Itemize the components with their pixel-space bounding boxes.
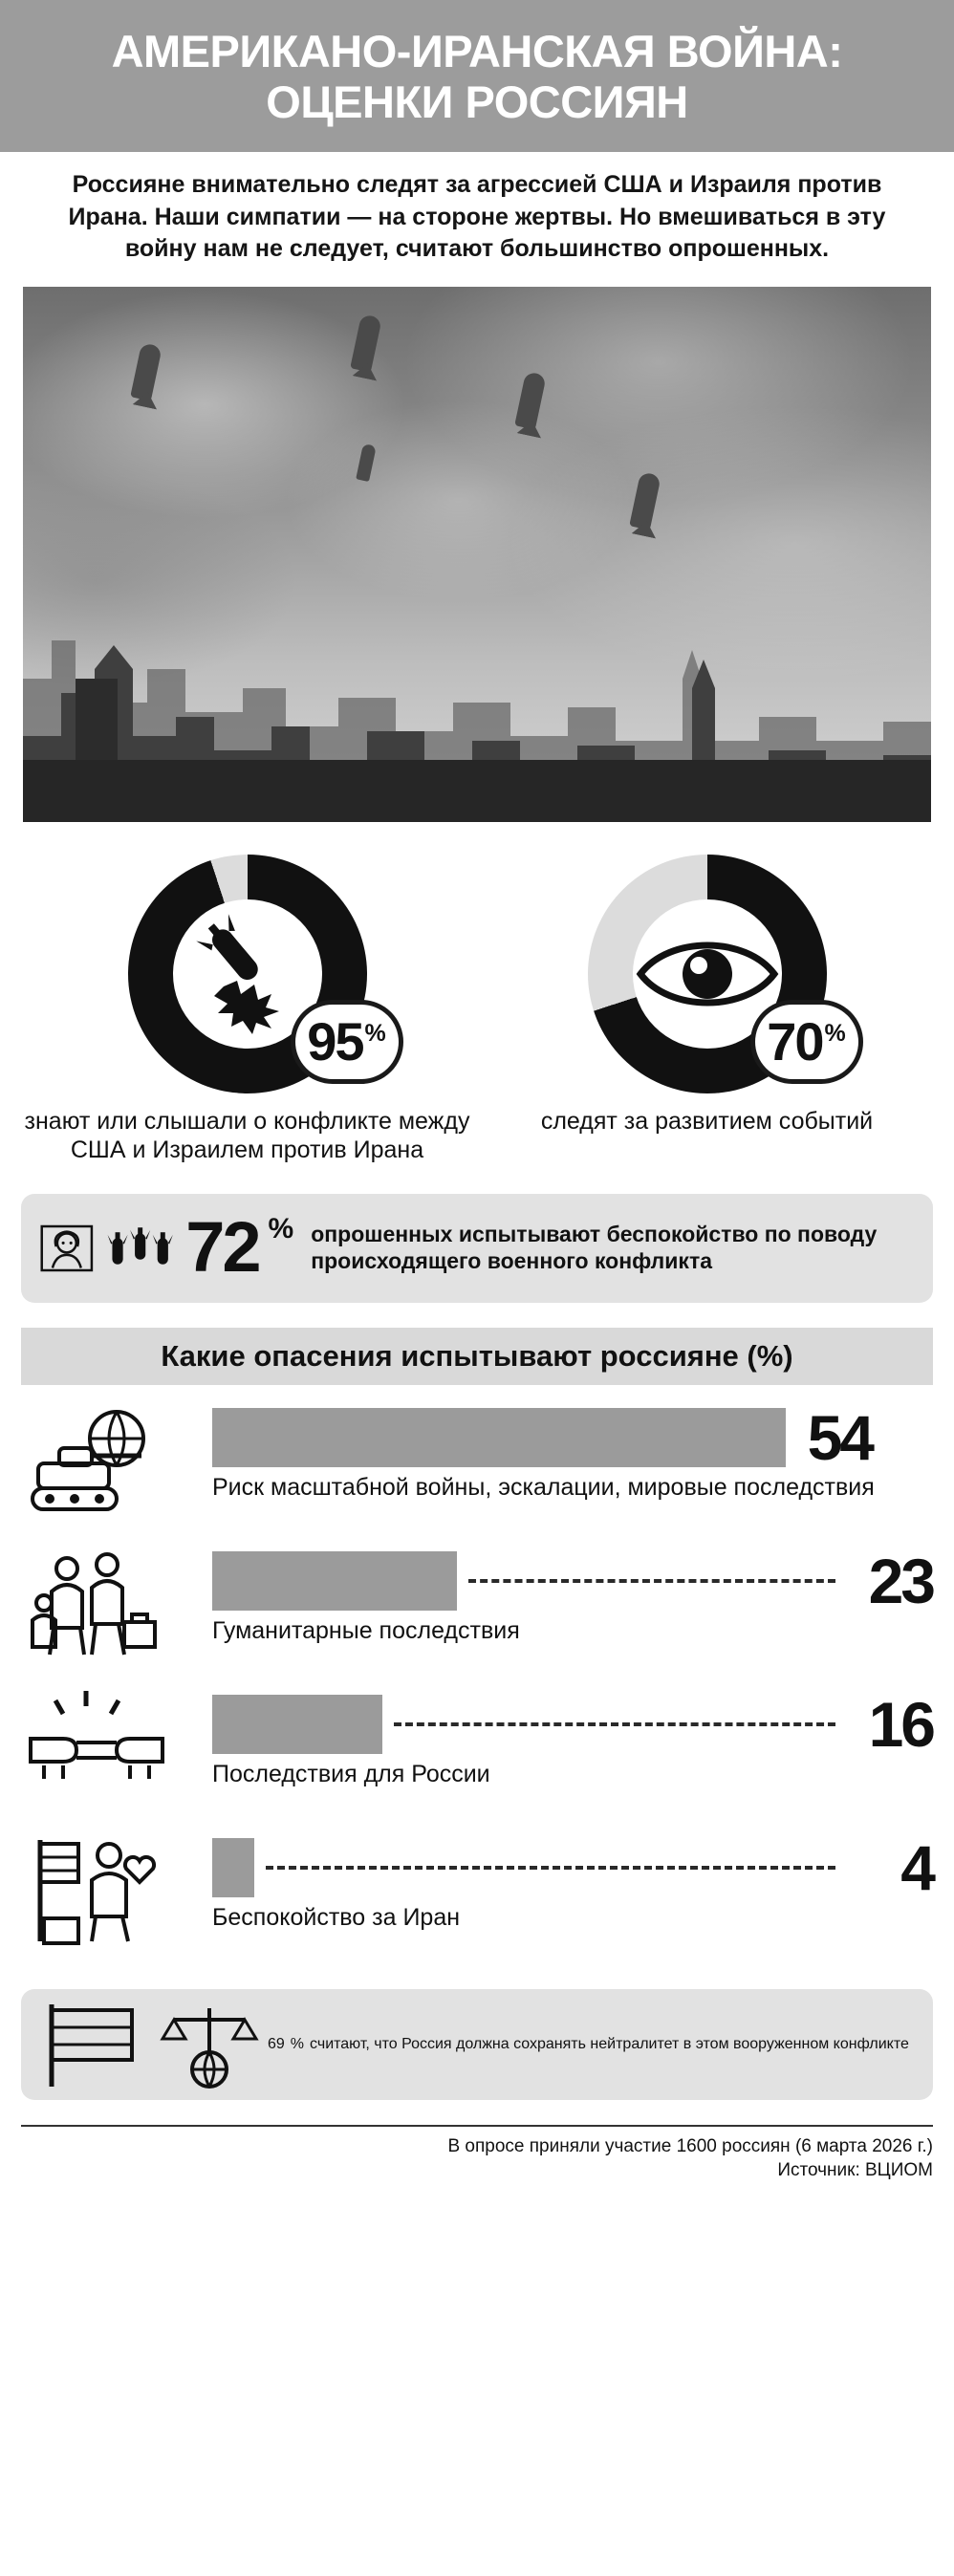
neutrality-value: 69 <box>268 2035 285 2052</box>
scales-globe-icon <box>157 2001 262 2089</box>
donut-value-badge-95 <box>291 1000 403 1084</box>
donut-value: 70 <box>767 1010 823 1072</box>
neutrality-text: считают, что Россия должна сохранять нейтралитет в этом вооруженном конфликте <box>310 2035 909 2052</box>
neutrality-percent-sign: % <box>290 2035 305 2052</box>
bar-dash-connector <box>266 1866 835 1870</box>
bombs-icon <box>105 1207 177 1289</box>
bar-fill <box>212 1695 382 1754</box>
worry-text: опрошенных испытывают беспокойство по поводу происходящего военного конфликта <box>311 1222 878 1273</box>
intro-paragraph: Россияне внимательно следят за агрессией США и Израиля против Ирана. Наши симпатии — на стороне жертвы. Но вмешиваться в эту войну нам не следует, считают большинство опрошенных. <box>68 171 886 263</box>
bar-value: 16 <box>868 1688 933 1760</box>
section-title-fears: Какие опасения испытывают россияне (%) <box>21 1328 933 1385</box>
bar-fill <box>212 1408 786 1467</box>
bar-fill <box>212 1838 254 1897</box>
bar-label: Беспокойство за Иран <box>212 1903 461 1931</box>
donut-value-badge-70 <box>750 1000 863 1084</box>
bar-row <box>21 1538 933 1681</box>
footer-source: Источник: ВЦИОМ <box>777 2160 933 2181</box>
footer-sample-size: В опросе приняли участие 1600 россиян (6 марта 2026 г.) <box>447 2135 933 2156</box>
bar-row <box>21 1825 933 1968</box>
bar-dash-connector <box>468 1579 835 1583</box>
bar-label: Риск масштабной войны, эскалации, мировые последствия <box>212 1473 875 1501</box>
stat-band-neutrality <box>21 1989 933 2100</box>
footer-note <box>21 2125 933 2198</box>
donut-stat-awareness <box>17 855 477 1165</box>
bar-fill <box>212 1551 457 1611</box>
donut-value: 95 <box>307 1010 363 1072</box>
fears-bar-chart <box>21 1395 933 1968</box>
donut-percent-sign: % <box>364 1019 386 1047</box>
donut-stats-row <box>0 855 954 1165</box>
worry-value: 72 <box>185 1207 259 1288</box>
bar-label: Последствия для России <box>212 1760 490 1787</box>
bomb-explosion-icon <box>185 912 310 1036</box>
header-banner <box>0 0 954 152</box>
iran-flag-person-icon <box>25 1834 168 1949</box>
donut-stat-following <box>477 855 937 1165</box>
bar-row <box>21 1681 933 1825</box>
flag-icon <box>36 2001 151 2089</box>
city-skyline-silhouette <box>23 535 931 822</box>
eye-icon <box>636 931 779 1017</box>
bar-value: 54 <box>807 1401 872 1473</box>
tank-globe-icon <box>25 1404 168 1519</box>
refugees-icon <box>25 1548 168 1662</box>
donut-percent-sign: % <box>824 1019 846 1047</box>
worried-person-icon <box>38 1207 96 1289</box>
page-title: АМЕРИКАНО-ИРАНСКАЯ ВОЙНА: ОЦЕНКИ РОССИЯН <box>111 26 843 127</box>
bar-label: Гуманитарные последствия <box>212 1616 520 1644</box>
hero-image-war-skyline <box>23 287 931 822</box>
donut-caption: следят за развитием событий <box>540 1107 874 1135</box>
worry-percent-sign: % <box>268 1212 294 1245</box>
bar-row <box>21 1395 933 1538</box>
stat-band-worry <box>21 1194 933 1303</box>
fist-bump-icon <box>25 1691 168 1806</box>
bar-value: 4 <box>900 1831 933 1903</box>
bar-dash-connector <box>394 1722 835 1726</box>
donut-caption: знают или слышали о конфликте между США и Израилем против Ирана <box>24 1107 470 1164</box>
bar-value: 23 <box>868 1545 933 1616</box>
